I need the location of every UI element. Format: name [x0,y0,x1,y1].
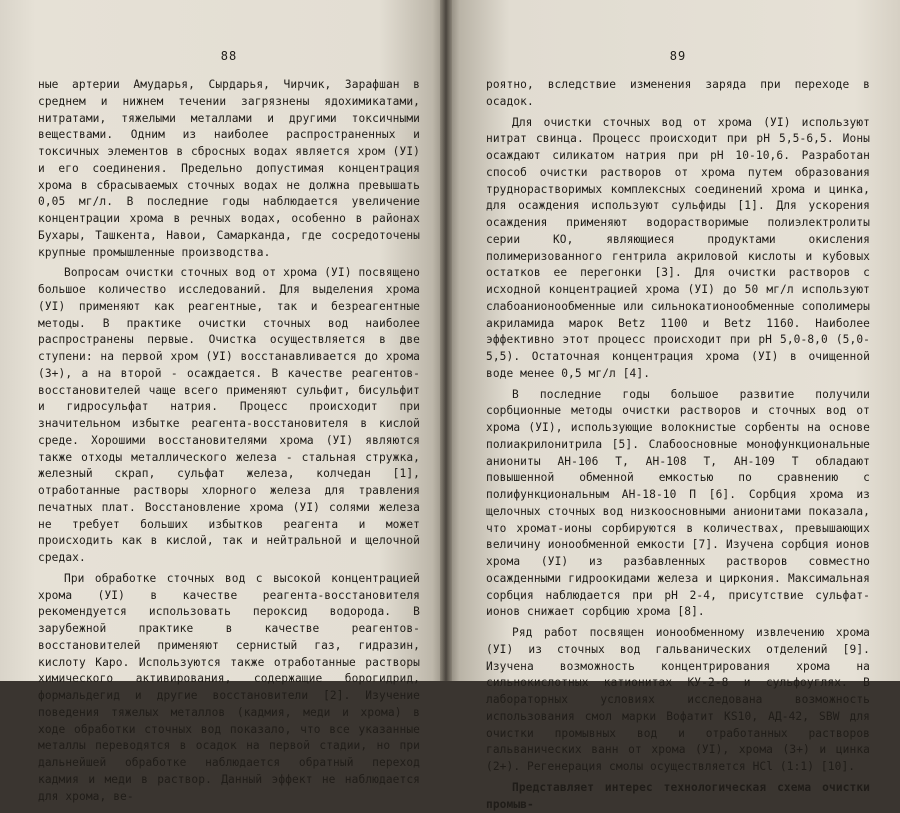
page-number-left: 88 [220,49,238,63]
left-page [0,0,446,803]
paragraph: При обработке сточных вод с высокой концентрацией хрома (УI) в качестве реагента-восстановителя рекомендуется использовать пероксид водорода. В зарубежной практике в качестве реагентов-восстановителей применяют сернистый газ, гидразин, кислоту Каро. Используются также отработанные растворы химического активирования, содержащие борогидрид, формальдегид и другие восстановители [2]. Изучение поведения тяжелых металлов (кадмия, меди и хрома) в ходе обработки сточных вод показало, что все указанные металлы переводятся в осадок на первой стадии, но при дальнейшей обработке наблюдается обратный переход кадмия и меди в раствор. Данный эффект не наблюдается для хрома, ве- [38,571,420,803]
paragraph: ные артерии Амударья, Сырдарья, Чирчик, Зарафшан в среднем и нижнем течении загрязнены ядохимикатами, нитратами, тяжелыми металлами и другими токсичными веществами. Одним из наиболее распространенных и токсичных элементов в сбросных водах является хром (УI) и его соединения. Предельно допустимая концентрация хрома в сбрасываемых сточных водах не должна превышать 0,05 мг/л. В последние годы наблюдается увеличение концентрации хрома в речных водах, особенно в районах Бухары, Ташкента, Навои, Самарканда, где сосредоточены крупные промышленные производства. [38,78,420,259]
page-number-right: 89 [669,49,687,63]
right-page [446,0,900,811]
right-page-text [486,77,870,813]
paragraph: Вопросам очистки сточных вод от хрома (УI) посвящено большое количество исследований. Для выделения хрома (УI) применяют как реагентные, так и безреагентные методы. В практике очистки сточных вод наиболее распространены первые. Очистка осуществляется в две ступени: на первой хром (УI) восстанавливается до хрома (3+), а на второй - осаждается. В качестве реагентов-восстановителей чаще всего применяют сульфит, бисульфит и гидросульфат натрия. Процесс происходит при значительном избытке реагента-восстановителя в кислой среде. Хорошими восстановителями хрома (УI) являются также отходы металлического железа - стальная стружка, железный скрап, сульфат железа, колчедан [1], отработанные растворы хлорного железа для травления печатных плат. Восстановление хрома (УI) солями железа не требует больших избытков реагента и может происходить как в кислой, так и нейтральной и щелочной средах. [38,266,420,564]
paragraph: Ряд работ посвящен ионообменному извлечению хрома (УI) из сточных вод гальванических отделений [9]. Изучена возможность концентрирования хрома на сильнокислотных катионитах КУ-2-8 и сульфоуглях. В лабораторных условиях исследована возможность использования смол марки Вофатит KS10, АД-42, SBW для очистки промывных вод и отработанных растворов гальванических ванн от хрома (УI), хрома (3+) и цинка (2+). Регенерация смолы осуществляется HCl (1:1) [10]. [486,626,870,773]
paragraph: Для очистки сточных вод от хрома (УI) используют нитрат свинца. Процесс происходит при pH 5,5-6,5. Ионы осаждают силикатом натрия при pH 10-10,6. Разработан способ очистки растворов от хрома путем образования труднорастворимых комплексных соединений хрома и цинка, для осаждения используют сульфиды [1]. Для ускорения осаждения применяют водорастворимые полиэлектролиты серии КО, являющиеся продуктами окисления полимеризованного гентрила акриловой кислоты и кубовых остатков ее перегонки [3]. Для очистки растворов с исходной концентрацией хрома (УI) до 50 мг/л используют слабоанионообменные или сильнокатионообменные сополимеры акриламида марок Betz 1100 и Betz 1160. Наиболее эффективно этот процесс происходит при pH 5,0-8,0 (5,0-5,5). Остаточная концентрация хрома (УI) в очищенной воде менее 0,5 мг/л [4]. [486,115,870,380]
paragraph: Представляет интерес технологическая схема очистки промыв- [486,780,870,811]
book-gutter [440,0,452,681]
paragraph: В последние годы большое развитие получили сорбционные методы очистки растворов и сточных вод от хрома (УI), использующие волокнистые сорбенты на основе полиакрилонитрила [5]. Слабоосновные монофункциональные аниониты АН-106 Т, АН-108 Т, АН-109 Т обладают повышенной обменной емкостью по сравнению с полифункциональным АН-18-10 П [6]. Сорбция хрома из щелочных сточных вод низкоосновными анионитами показала, что хромат-ионы сорбируются в количествах, превышающих величину ионообменной емкости [7]. Изучена сорбция ионов хрома (УI) из разбавленных растворов совместно осажденными гидроокидами железа и циркония. Максимальная сорбция наблюдается при pH 2-4, присутствие сульфат-ионов снижает сорбцию хрома [8]. [486,387,870,619]
left-page-text [38,77,420,805]
paragraph: роятно, вследствие изменения заряда при переходе в осадок. [486,78,870,108]
